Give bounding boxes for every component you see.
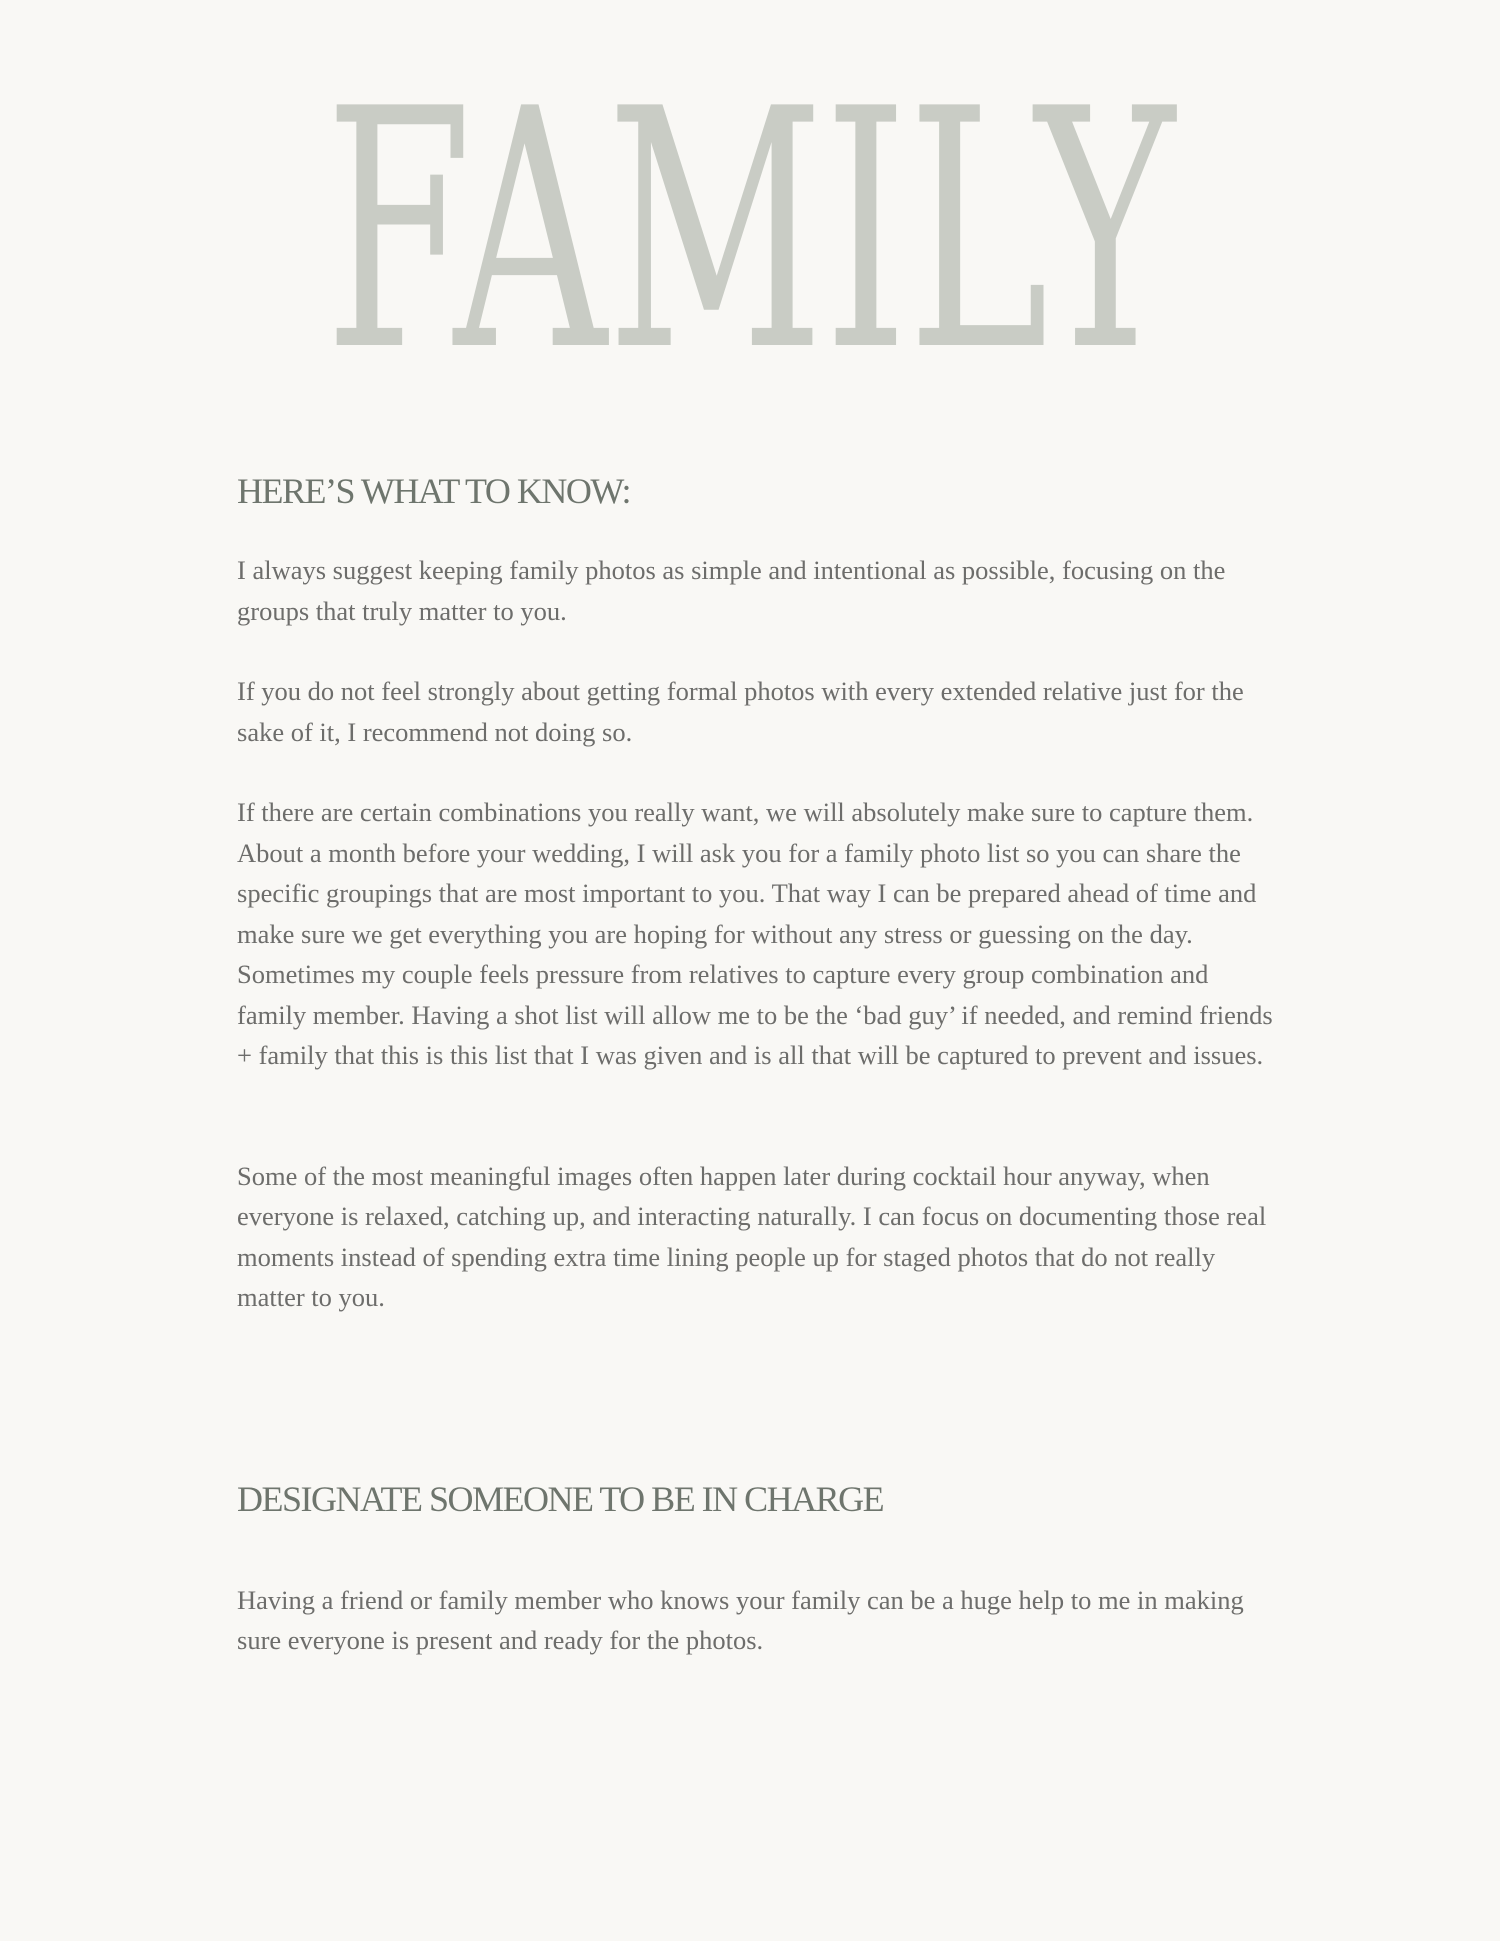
paragraph-keep-simple: I always suggest keeping family photos as simple and intentional as possible, focusing on the groups that truly matter to you. [237, 555, 1226, 626]
section-heading-designate: DESIGNATE SOMEONE TO BE IN CHARGE [237, 1478, 884, 1519]
page-title: FAMILY [325, 95, 1178, 360]
paragraph-cocktail-hour: Some of the most meaningful images often happen later during cocktail hour anyway, when everyone is relaxed, catching up, and interacting naturally. I can focus on documenting those real moments instead of spending extra time lining people up for staged photos that do not really matter to you. [237, 1160, 1267, 1312]
paragraph-family-photo-list: If there are certain combinations you really want, we will absolutely make sure to capture them. About a month before your wedding, I will ask you for a family photo list so you can share the specific groupings that are most important to you. That way I can be prepared ahead of time and make sure we get everything you are hoping for without any stress or guessing on the day. Sometimes my couple feels pressure from relatives to capture every group combination and family member. Having a shot list will allow me to be the ‘bad guy’ if needed, and remind friends + family that this is this list that I was given and is all that will be captured to prevent and issues. [237, 797, 1273, 1070]
main-content [237, 470, 1277, 1661]
page-title-wrapper [0, 95, 1500, 360]
paragraph-extended-relatives: If you do not feel strongly about getting formal photos with every extended relative just for the sake of it, I recommend not doing so. [237, 676, 1244, 747]
paragraph-designate-helper: Having a friend or family member who knows your family can be a huge help to me in making sure everyone is present and ready for the photos. [237, 1584, 1244, 1655]
section-heading-what-to-know: HERE’S WHAT TO KNOW: [237, 471, 630, 511]
page-title-graphic [0, 95, 1500, 360]
